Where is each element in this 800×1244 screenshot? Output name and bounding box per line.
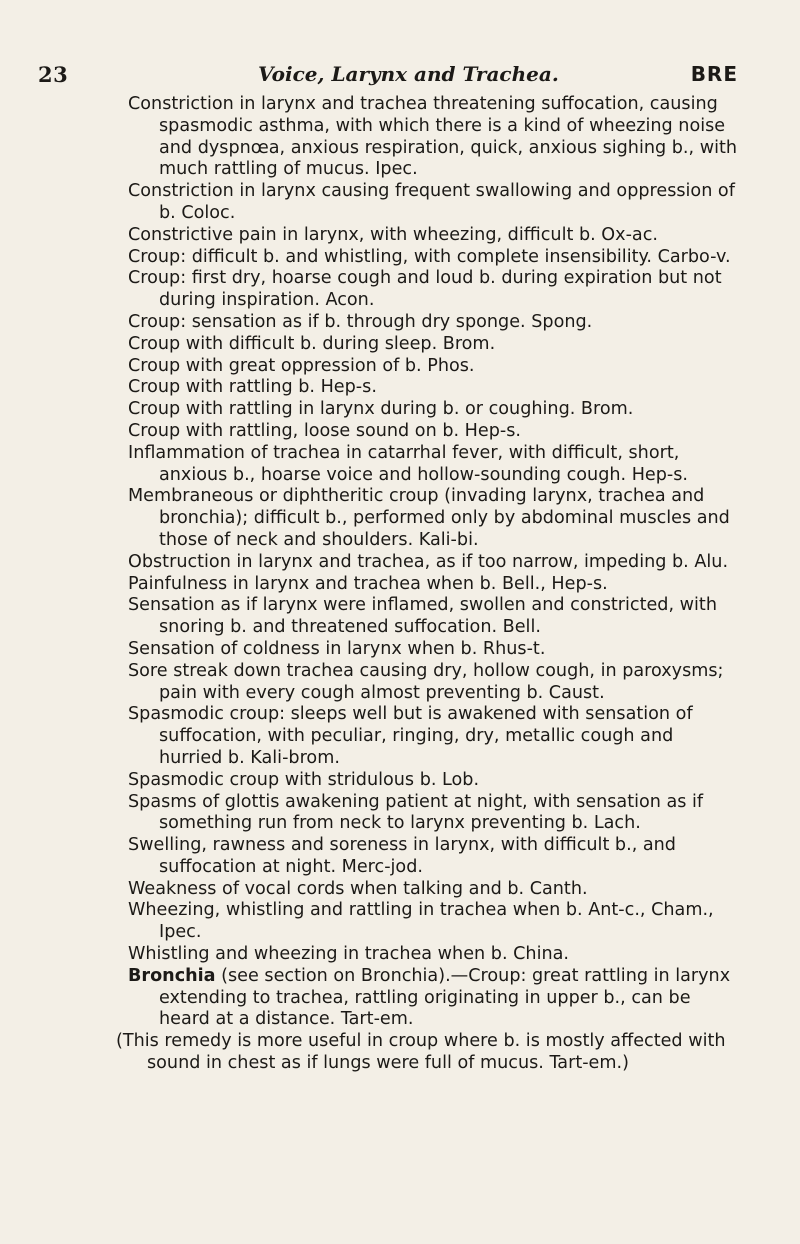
bronchia-entry: [109, 966, 738, 1031]
list-item: Membraneous or diphtheritic croup (invading larynx, trachea and bronchia); difficult b., performed only by abdominal muscles and those of neck and shoulders. Kali-bi.: [128, 486, 730, 550]
list-item: Croup with difficult b. during sleep. Brom.: [128, 333, 496, 354]
list-item: Croup with rattling in larynx during b. or coughing. Brom.: [128, 399, 634, 420]
list-item: Sensation of coldness in larynx when b. Rhus-t.: [128, 638, 546, 659]
list-item: Constriction in larynx causing frequent swallowing and oppression of b. Coloc.: [128, 181, 735, 223]
list-item: Constriction in larynx and trachea threatening suffocation, causing spasmodic asthma, with which there is a kind of wheezing noise and dyspnœa, anxious respiration, quick, anxious sighing b., with much rattling of mucus. Ipec.: [128, 94, 738, 180]
page-number: 23: [38, 62, 69, 87]
remedy-note: (This remedy is more useful in croup where b. is mostly affected with sound in chest as if lungs were full of mucus. Tart-em.): [116, 1031, 726, 1074]
list-item: Croup: difficult b. and whistling, with complete insensibility. Carbo-v.: [128, 246, 731, 267]
list-item: Croup: sensation as if b. through dry sponge. Spong.: [128, 311, 593, 332]
list-item: Painfulness in larynx and trachea when b. Bell., Hep-s.: [128, 573, 608, 594]
list-item: Sore streak down trachea causing dry, hollow cough, in paroxysms; pain with every cough almost preventing b. Caust.: [128, 660, 724, 703]
list-item: Croup: first dry, hoarse cough and loud b. during expiration but not during inspiration. Acon.: [128, 268, 722, 311]
bronchia-text: (see section on Bronchia).—Croup: great rattling in larynx extending to trachea, rattling originating in upper b., can be heard at a distance. Tart-em.: [159, 965, 731, 1030]
list-item: Inflammation of trachea in catarrhal fever, with difficult, short, anxious b., hoarse voice and hollow-sounding cough. Hep-s.: [128, 442, 689, 485]
list-item: Constrictive pain in larynx, with wheezing, difficult b. Ox-ac.: [128, 224, 658, 245]
section-code: BRE: [690, 62, 738, 86]
page-header: [38, 62, 738, 92]
list-item: Spasmodic croup with stridulous b. Lob.: [128, 769, 480, 790]
list-item: Croup with rattling b. Hep-s.: [128, 377, 377, 398]
list-item: Croup with great oppression of b. Phos.: [128, 355, 475, 376]
list-item: Spasms of glottis awakening patient at night, with sensation as if something run from neck to larynx preventing b. Lach.: [128, 791, 704, 834]
list-item: Swelling, rawness and soreness in larynx, with difficult b., and suffocation at night. Merc-jod.: [128, 835, 676, 877]
list-item: Croup with rattling, loose sound on b. Hep-s.: [128, 420, 521, 441]
list-item: Whistling and wheezing in trachea when b. China.: [128, 944, 569, 965]
main-term: Bronchia: [128, 965, 216, 986]
list-item: Sensation as if larynx were inflamed, swollen and constricted, with snoring b. and threatened suffocation. Bell.: [128, 595, 717, 638]
list-item: Wheezing, whistling and rattling in trachea when b. Ant-c., Cham., Ipec.: [128, 900, 714, 943]
list-item: Obstruction in larynx and trachea, as if too narrow, impeding b. Alu.: [128, 551, 729, 572]
list-item: Weakness of vocal cords when talking and b. Canth.: [128, 878, 588, 899]
list-item: Spasmodic croup: sleeps well but is awakened with sensation of suffocation, with peculiar, ringing, dry, metallic cough and hurried b. Kali-brom.: [128, 704, 693, 768]
running-title: Voice, Larynx and Trachea.: [258, 62, 559, 86]
entry-list: [116, 94, 738, 1075]
